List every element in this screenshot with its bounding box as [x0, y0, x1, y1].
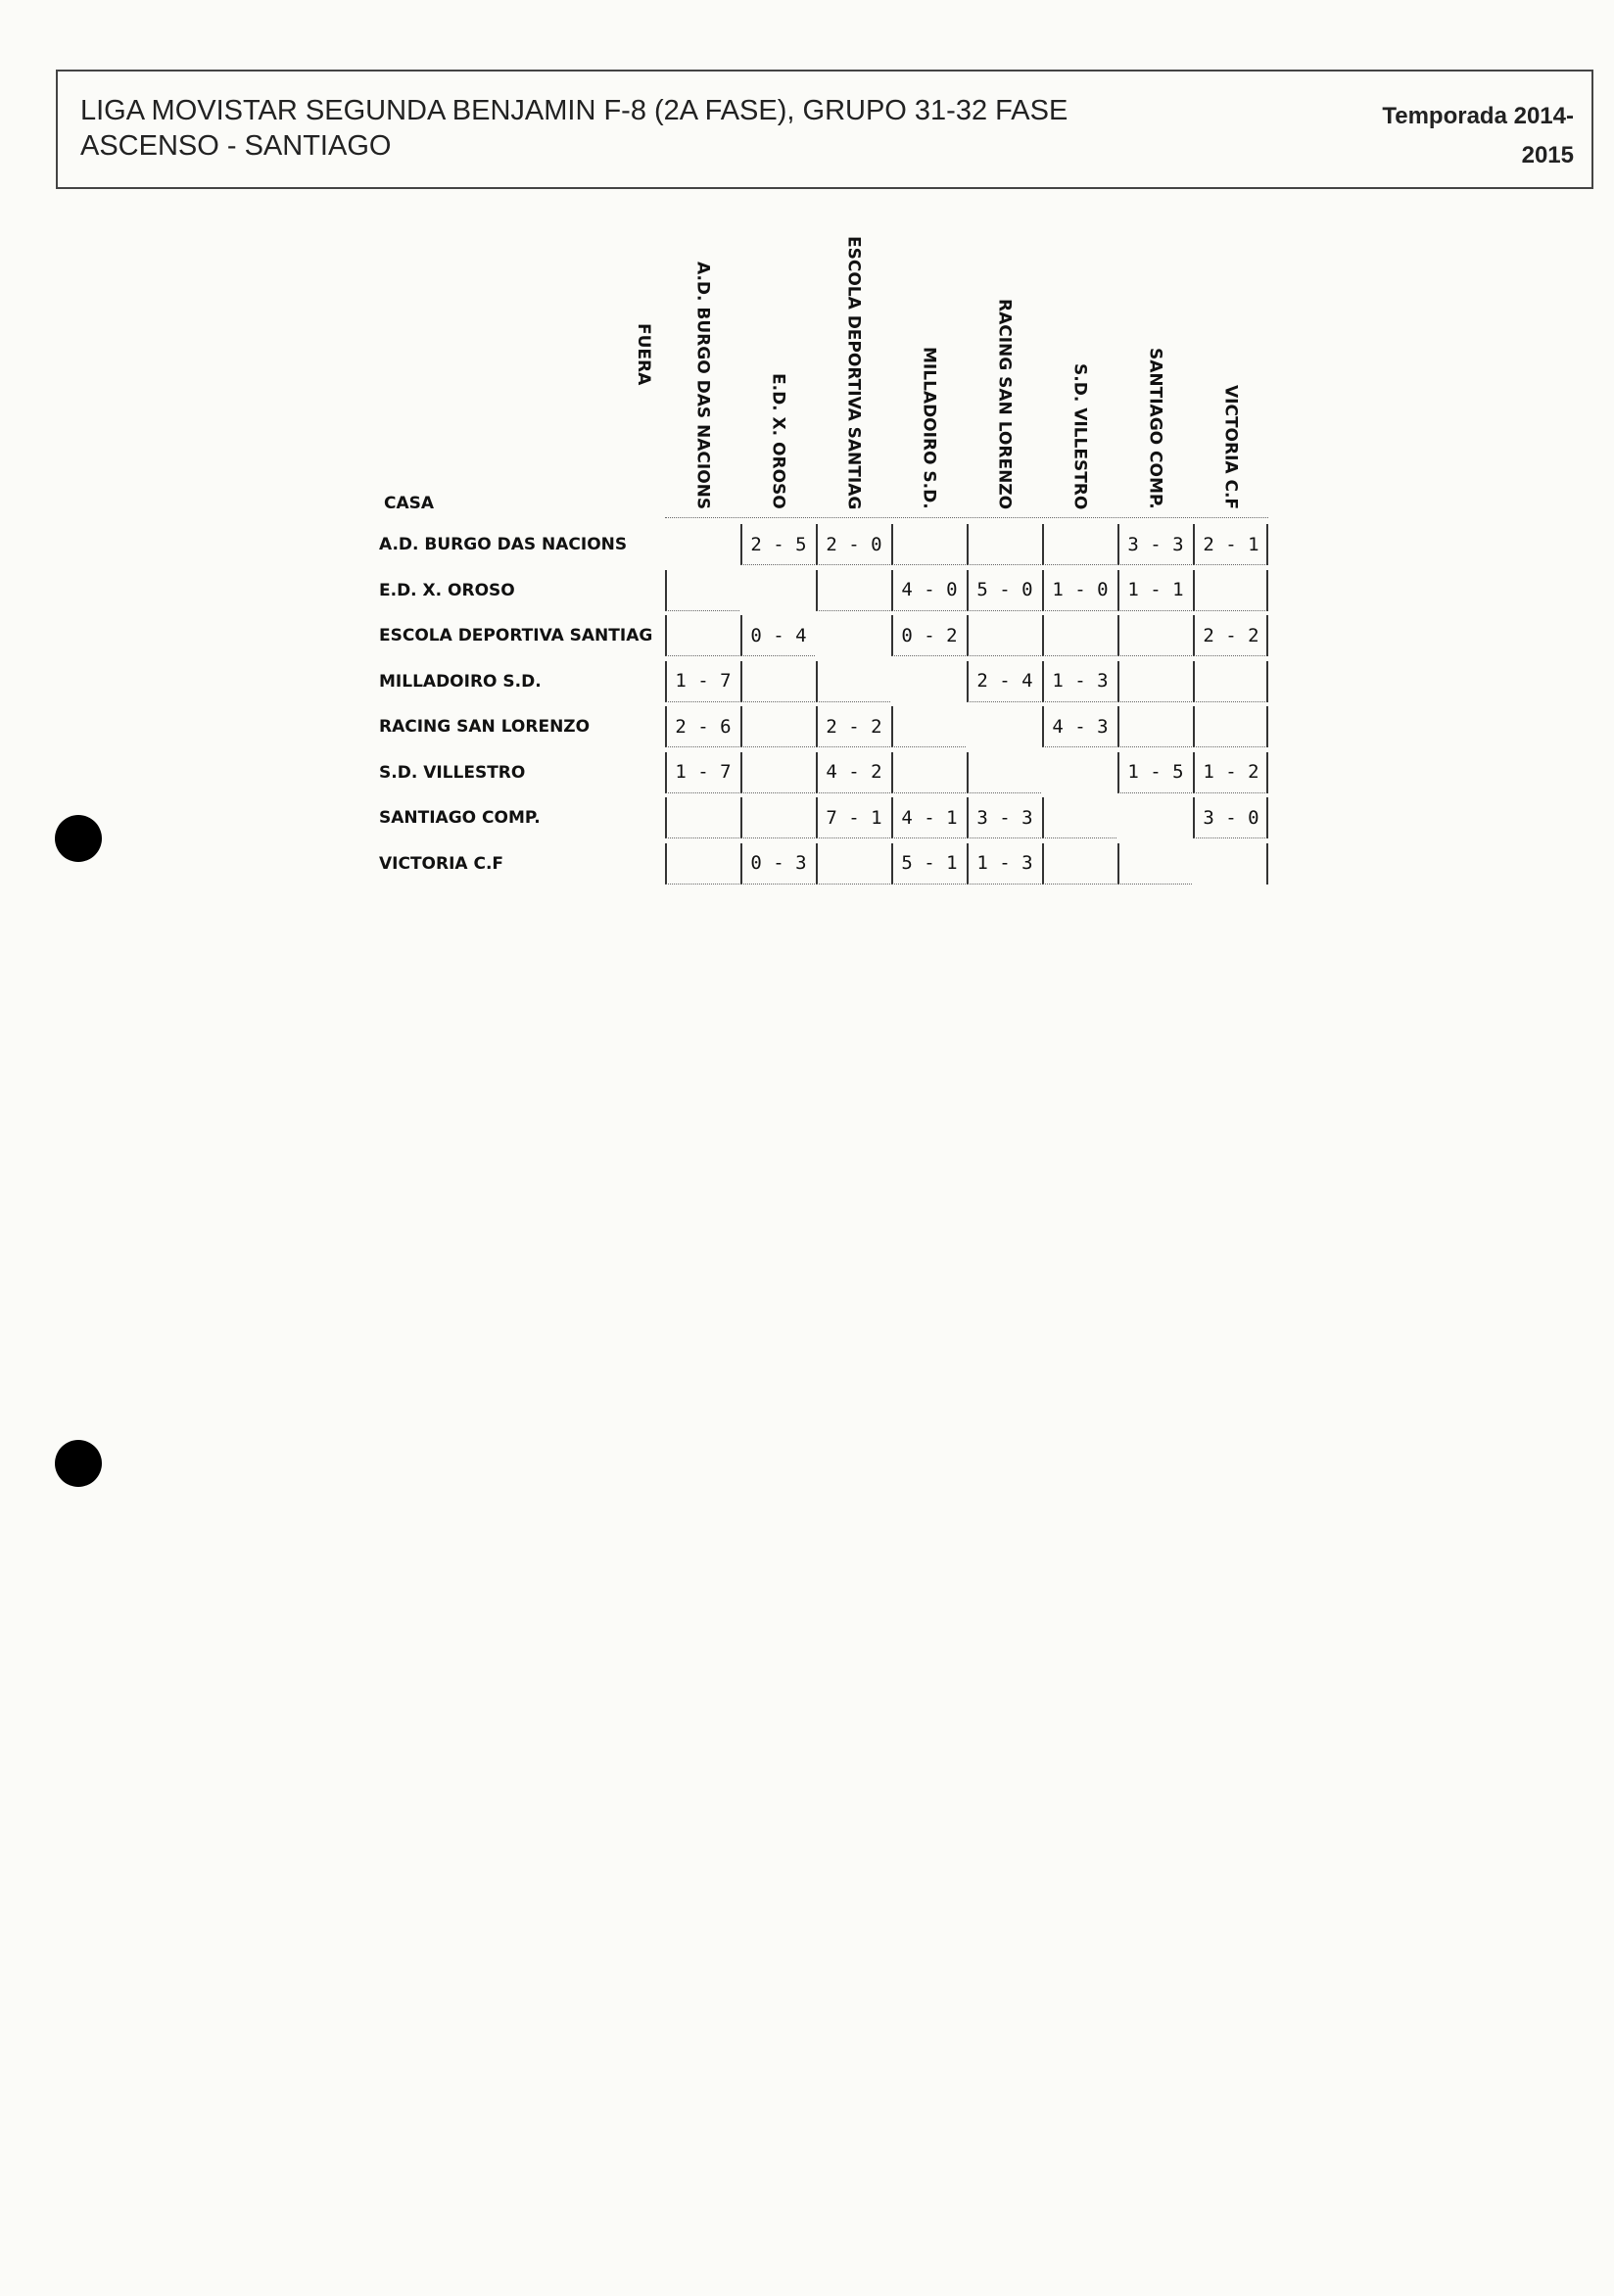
result-cell — [1193, 661, 1267, 702]
column-header — [967, 219, 1042, 509]
result-cell — [1042, 752, 1116, 793]
result-cell — [665, 843, 739, 885]
result-cell — [1117, 706, 1192, 747]
result-cell: 2 - 2 — [816, 706, 890, 747]
row-header: MILLADOIRO S.D. — [379, 671, 542, 692]
row-border — [1266, 570, 1268, 611]
result-cell — [1042, 843, 1116, 885]
punch-hole-mark — [55, 1440, 102, 1487]
column-header-text: RACING SAN LORENZO — [994, 298, 1015, 509]
result-cell: 2 - 5 — [740, 524, 815, 565]
result-cell: 2 - 1 — [1193, 524, 1267, 565]
result-cell — [1042, 615, 1116, 656]
column-header — [816, 219, 891, 509]
result-cell — [665, 615, 739, 656]
away-axis-label — [627, 323, 660, 421]
season-label: Temporada 2014-2015 — [1382, 103, 1574, 168]
row-border — [1266, 706, 1268, 747]
result-cell — [891, 706, 966, 747]
result-cell: 1 - 7 — [665, 752, 739, 793]
result-cell — [1117, 661, 1192, 702]
home-axis-label: CASA — [384, 494, 435, 513]
result-cell: 1 - 0 — [1042, 570, 1116, 611]
column-header-text: MILLADOIRO S.D. — [919, 347, 939, 509]
result-cell — [740, 797, 815, 838]
result-cell: 0 - 3 — [740, 843, 815, 885]
row-header: SANTIAGO COMP. — [379, 808, 541, 828]
result-cell — [816, 615, 890, 656]
result-cell: 4 - 0 — [891, 570, 966, 611]
column-header — [1042, 219, 1117, 509]
page-title: LIGA MOVISTAR SEGUNDA BENJAMIN F-8 (2A FASE), GRUPO 31-32 FASE ASCENSO - SANTIAGO — [80, 95, 1068, 162]
column-header-text: E.D. X. OROSO — [768, 373, 788, 509]
result-cell — [740, 752, 815, 793]
result-cell: 4 - 1 — [891, 797, 966, 838]
result-cell: 7 - 1 — [816, 797, 890, 838]
away-axis-label-text: FUERA — [634, 323, 653, 386]
result-cell — [891, 661, 966, 702]
column-header-text: SANTIAGO COMP. — [1145, 348, 1165, 509]
result-cell — [967, 524, 1041, 565]
result-cell — [967, 706, 1041, 747]
row-header: VICTORIA C.F — [379, 853, 504, 874]
result-cell — [1117, 843, 1192, 885]
result-cell — [1117, 615, 1192, 656]
result-cell: 2 - 2 — [1193, 615, 1267, 656]
result-cell: 3 - 3 — [967, 797, 1041, 838]
result-cell: 4 - 3 — [1042, 706, 1116, 747]
header-box — [56, 70, 1593, 189]
result-cell: 0 - 4 — [740, 615, 815, 656]
result-cell — [665, 570, 739, 611]
result-cell: 5 - 0 — [967, 570, 1041, 611]
table-top-rule — [665, 517, 1268, 518]
result-cell — [891, 524, 966, 565]
result-cell — [740, 570, 815, 611]
result-cell: 1 - 5 — [1117, 752, 1192, 793]
column-header — [665, 219, 740, 509]
column-header-text: A.D. BURGO DAS NACIONS — [692, 261, 713, 509]
result-cell: 3 - 0 — [1193, 797, 1267, 838]
column-header-text: ESCOLA DEPORTIVA SANTIAG — [843, 235, 864, 509]
row-border — [1266, 615, 1268, 656]
row-border — [1266, 661, 1268, 702]
row-header: E.D. X. OROSO — [379, 580, 515, 600]
row-border — [1266, 752, 1268, 793]
result-cell: 4 - 2 — [816, 752, 890, 793]
result-cell: 2 - 6 — [665, 706, 739, 747]
result-cell: 5 - 1 — [891, 843, 966, 885]
column-header — [891, 219, 967, 509]
result-cell — [891, 752, 966, 793]
row-header: RACING SAN LORENZO — [379, 717, 591, 737]
result-cell: 0 - 2 — [891, 615, 966, 656]
column-header — [740, 219, 816, 509]
result-cell — [967, 615, 1041, 656]
result-cell: 1 - 7 — [665, 661, 739, 702]
result-cell — [816, 570, 890, 611]
result-cell — [816, 843, 890, 885]
result-cell: 1 - 3 — [1042, 661, 1116, 702]
result-cell: 1 - 3 — [967, 843, 1041, 885]
column-header-text: S.D. VILLESTRO — [1069, 362, 1090, 509]
result-cell — [1117, 797, 1192, 838]
column-header — [1193, 219, 1268, 509]
result-cell — [816, 661, 890, 702]
row-header: A.D. BURGO DAS NACIONS — [379, 535, 628, 554]
result-cell — [1042, 797, 1116, 838]
result-cell: 1 - 1 — [1117, 570, 1192, 611]
row-border — [1266, 843, 1268, 885]
result-cell — [1193, 706, 1267, 747]
punch-hole-mark — [55, 815, 102, 862]
result-cell: 3 - 3 — [1117, 524, 1192, 565]
row-header: ESCOLA DEPORTIVA SANTIAG — [379, 626, 653, 646]
result-cell — [665, 797, 739, 838]
result-cell: 2 - 4 — [967, 661, 1041, 702]
result-cell — [740, 706, 815, 747]
result-cell — [1193, 843, 1267, 885]
row-border — [1266, 524, 1268, 565]
row-header: S.D. VILLESTRO — [379, 762, 526, 783]
result-cell: 2 - 0 — [816, 524, 890, 565]
row-border — [1266, 797, 1268, 838]
column-header — [1117, 219, 1193, 509]
result-cell — [740, 661, 815, 702]
column-header-text: VICTORIA C.F — [1220, 384, 1241, 509]
result-cell — [967, 752, 1041, 793]
result-cell: 1 - 2 — [1193, 752, 1267, 793]
result-cell — [665, 524, 739, 565]
result-cell — [1193, 570, 1267, 611]
result-cell — [1042, 524, 1116, 565]
